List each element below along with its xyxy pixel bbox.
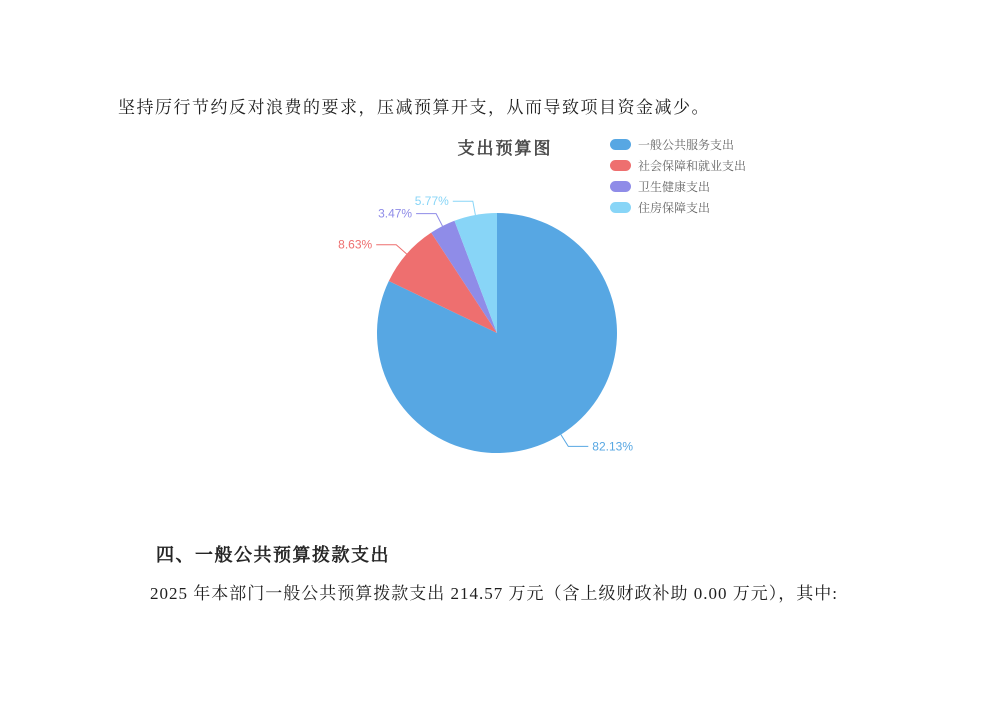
pie-label-line [453, 201, 476, 215]
pie-label: 8.63% [338, 237, 373, 252]
expenditure-budget-pie-chart [330, 125, 790, 520]
pie-label: 82.13% [592, 439, 634, 454]
legend-label: 住房保障支出 [638, 200, 711, 215]
chart-title: 支出预算图 [457, 139, 553, 158]
pie-label-line [561, 435, 588, 447]
pie-label: 3.47% [378, 206, 413, 221]
pie-svg [330, 125, 790, 520]
pie-label-line [416, 214, 442, 227]
section-heading: 四、一般公共预算拨款支出 [156, 545, 390, 565]
intro-paragraph: 坚持厉行节约反对浪费的要求，压减预算开支，从而导致项目资金减少。 [118, 98, 710, 117]
legend-label: 一般公共服务支出 [638, 137, 735, 152]
legend-label: 社会保障和就业支出 [638, 158, 747, 173]
legend-label: 卫生健康支出 [638, 179, 711, 194]
body-paragraph: 2025 年本部门一般公共预算拨款支出 214.57 万元（含上级财政补助 0.00 万元），其中: [150, 584, 838, 603]
pie-label: 5.77% [414, 194, 449, 209]
pie-label-line [376, 245, 407, 254]
